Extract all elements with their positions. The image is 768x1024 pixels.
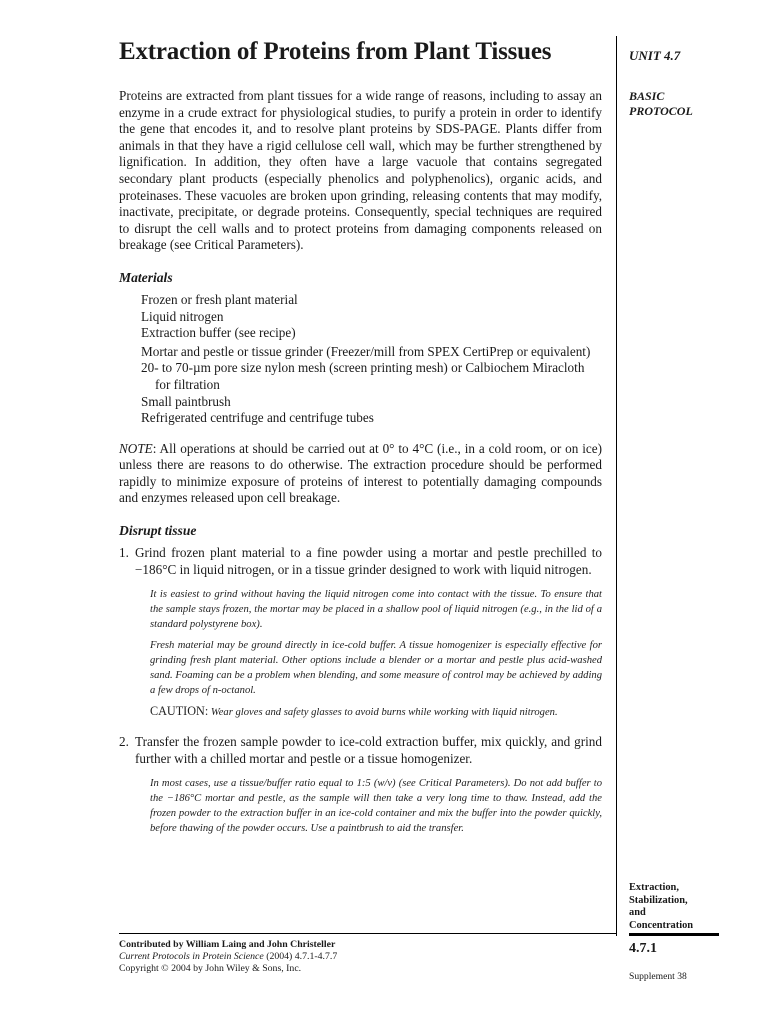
note-text: : All operations at should be carried out at 0° to 4°C (i.e., in a cold room, or on ice) unless there are reasons to do otherwise. The extraction procedure should be performed rapidly to minimize exposure of proteins of interest to potentially damaging compounds and enzymes released upon cell breakage. bbox=[119, 440, 602, 506]
topic-line: Concentration bbox=[629, 919, 694, 931]
material-item: Refrigerated centrifuge and centrifuge tubes bbox=[141, 410, 374, 426]
step-text: Grind frozen plant material to a fine powder using a mortar and pestle prechilled to −186°C in liquid nitrogen, or in a tissue grinder designed to work with liquid nitrogen. bbox=[135, 545, 602, 577]
main-column bbox=[119, 36, 602, 842]
step-text: Transfer the frozen sample powder to ice-cold extraction buffer, mix quickly, and grind further with a chilled mortar and pestle or a tissue homogenizer. bbox=[135, 734, 602, 766]
step-number: 1. bbox=[119, 545, 129, 561]
topic-label bbox=[629, 882, 749, 932]
journal-name: Current Protocols in Protein Science bbox=[119, 951, 264, 963]
contributors: Contributed by William Laing and John Christeller bbox=[119, 939, 336, 950]
material-item: Mortar and pestle or tissue grinder (Freezer/mill from SPEX CertiPrep or equivalent) bbox=[141, 343, 591, 359]
footer-rule bbox=[119, 933, 616, 934]
step-1 bbox=[119, 545, 602, 578]
materials-list bbox=[141, 292, 602, 427]
protocol-line-2: PROTOCOL bbox=[629, 104, 693, 118]
material-item: Small paintbrush bbox=[141, 393, 231, 409]
intro-paragraph: Proteins are extracted from plant tissues for a wide range of reasons, including to assay an enzyme in a crude extract for physiological studies, to purify a protein in order to identify the gene that encodes it, and to resolve plant proteins by SDS-PAGE. Plants differ from animals in that they have a rigid cellulose cell wall, which may be further strengthened by lignification. In addition, they often have a large vacuole that contains segregated secondary plant products (especially phenolics and polyphenolics), organic acids, and proteinases. These vacuoles are broken upon grinding, releasing contents that may modify, inactivate, precipitate, or degrade proteins. Consequently, special techniques are required to disrupt the cell walls and to protect proteins from damaging components released on breakage (see Critical Parameters). bbox=[119, 88, 602, 253]
material-item: 20- to 70-µm pore size nylon mesh (screen printing mesh) or Calbiochem Miracloth for filtration bbox=[141, 360, 585, 392]
unit-label: UNIT 4.7 bbox=[629, 48, 681, 63]
step-2-comment: In most cases, use a tissue/buffer ratio equal to 1:5 (w/v) (see Critical Parameters). Do not add buffer to the −186°C mortar and pestle, as the sample will then take a very long time to thaw. Instead, add the frozen powder to the extraction buffer in an ice-cold container and mix the buffer into the powder quickly, before thawing of the powder occurs. Use a paintbrush to aid the transfer. bbox=[150, 778, 602, 835]
footer bbox=[119, 939, 616, 976]
topic-line: Extraction, bbox=[629, 882, 679, 893]
caution-note bbox=[150, 704, 602, 720]
materials-heading: Materials bbox=[119, 269, 173, 285]
copyright: Copyright © 2004 by John Wiley & Sons, Inc. bbox=[119, 963, 302, 975]
disrupt-heading: Disrupt tissue bbox=[119, 523, 197, 539]
topic-line: and bbox=[629, 907, 646, 919]
citation-line bbox=[119, 951, 616, 963]
topic-line: Stabilization, bbox=[629, 894, 688, 906]
step-1-comment-2: Fresh material may be ground directly in ice-cold buffer. A tissue homogenizer is especially effective for grinding fresh plant material. Other options include a blender or a mortar and pestle plus acid-washed sand. Foaming can be a problem when blending, and some measure of control may be achieved by adding a few drops of n-octanol. bbox=[150, 640, 602, 697]
note-label: NOTE bbox=[119, 440, 153, 456]
caution-label: CAUTION: bbox=[150, 704, 209, 719]
column-divider bbox=[616, 36, 617, 936]
page-title: Extraction of Proteins from Plant Tissues bbox=[119, 38, 552, 65]
side-rule bbox=[629, 933, 719, 936]
caution-text: Wear gloves and safety glasses to avoid burns while working with liquid nitrogen. bbox=[208, 707, 558, 719]
step-number: 2. bbox=[119, 734, 129, 750]
note-paragraph bbox=[119, 441, 602, 507]
citation: (2004) 4.7.1-4.7.7 bbox=[263, 951, 338, 963]
step-1-comment-1: It is easiest to grind without having the liquid nitrogen come into contact with the tissue. To ensure that the sample stays frozen, the mortar may be placed in a shallow pool of liquid nitrogen (e.g., in the lid of a standard polystyrene box). bbox=[150, 589, 602, 631]
supplement-label: Supplement 38 bbox=[629, 971, 687, 982]
protocol-line-1: BASIC bbox=[629, 89, 665, 103]
material-item: Liquid nitrogen bbox=[141, 308, 224, 324]
page-number: 4.7.1 bbox=[629, 941, 657, 956]
protocol-label bbox=[629, 89, 749, 119]
material-item: Frozen or fresh plant material bbox=[141, 291, 298, 307]
step-2 bbox=[119, 734, 602, 767]
material-item: Extraction buffer (see recipe) bbox=[141, 325, 296, 341]
